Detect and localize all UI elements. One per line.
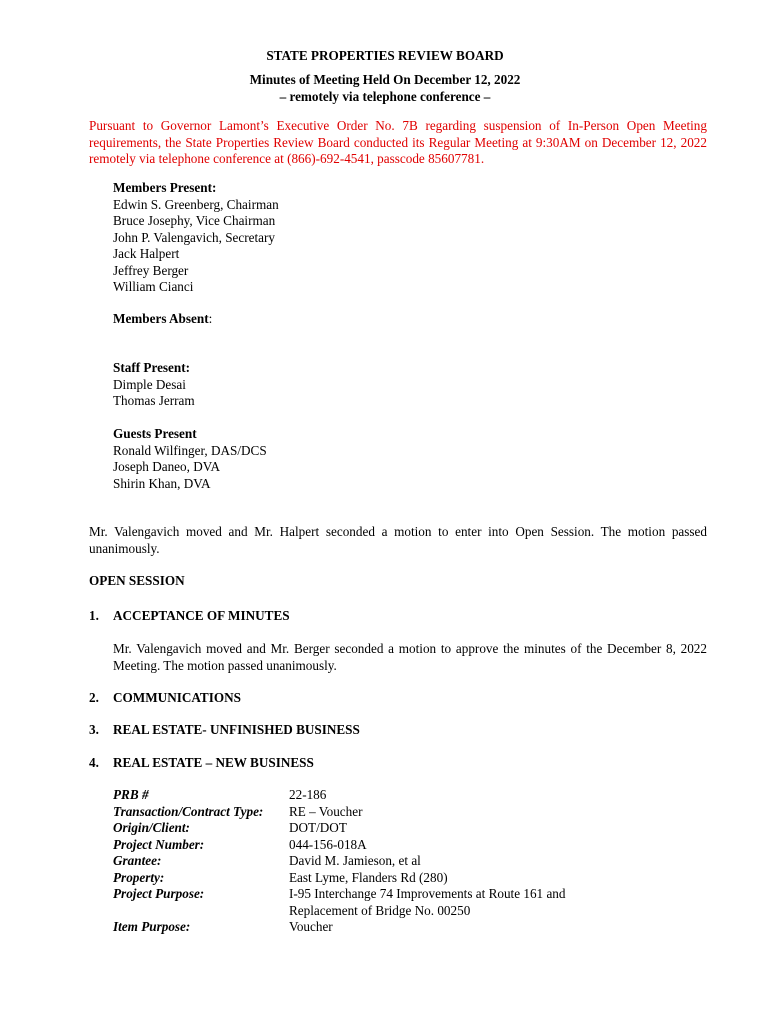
detail-row [113,886,707,919]
detail-row [113,853,707,870]
detail-row [113,804,707,821]
guest-name: Ronald Wilfinger, DAS/DCS [113,442,267,458]
section-number: 2. [89,690,99,705]
member-name: Jack Halpert [113,246,180,261]
detail-value: 22-186 [289,787,327,802]
members-absent-block [113,311,673,328]
detail-label: Origin/Client: [113,820,190,835]
guest-name: Joseph Daneo, DVA [113,459,221,474]
members-present-block [113,180,673,296]
staff-present-block [113,360,673,410]
detail-row [113,837,707,854]
staff-present-heading: Staff Present: [113,360,191,375]
members-present-heading: Members Present: [113,180,217,195]
detail-value: East Lyme, Flanders Rd (280) [289,869,448,885]
detail-label: Item Purpose: [113,919,191,934]
section-number: 4. [89,755,99,770]
detail-row [113,919,707,936]
detail-label: Property: [113,869,165,885]
staff-name: Thomas Jerram [113,393,195,408]
section-number: 3. [89,722,99,737]
section-title: REAL ESTATE – NEW BUSINESS [113,755,314,770]
staff-name: Dimple Desai [113,376,186,392]
member-name: John P. Valengavich, Secretary [113,229,275,245]
detail-value: 044-156-018A [289,836,367,852]
detail-label: Transaction/Contract Type: [113,803,264,819]
guest-name: Shirin Khan, DVA [113,475,211,491]
detail-row [113,820,707,837]
open-session-heading: OPEN SESSION [89,573,185,588]
guests-present-heading: Guests Present [113,426,197,441]
open-session-motion: Mr. Valengavich moved and Mr. Halpert seconded a motion to enter into Open Session. The motion passed unanimously. [89,524,707,556]
detail-label: PRB # [113,787,149,802]
detail-row [113,787,707,804]
members-absent-colon: : [208,311,213,326]
detail-label: Project Purpose: [113,886,205,901]
section-heading-communications [89,690,241,707]
member-name: Jeffrey Berger [113,262,189,278]
executive-order-notice: Pursuant to Governor Lamont’s Executive Order No. 7B regarding suspension of In-Person Open Meeting requirements, the State Properties Review Board conducted its Regular Meeting at 9:30AM on December 12, 2022 remotely via telephone conference at (866)-692-4541, passcode 85607781. [89,118,707,166]
detail-value: David M. Jamieson, et al [289,853,421,868]
detail-value: I-95 Interchange 74 Improvements at Route 161 and Replacement of Bridge No. 00250 [289,886,566,918]
section-number: 1. [89,608,99,623]
detail-label: Grantee: [113,853,162,868]
minutes-motion: Mr. Valengavich moved and Mr. Berger seconded a motion to approve the minutes of the December 8, 2022 Meeting. The motion passed unanimously. [113,641,707,673]
detail-value: Voucher [289,919,333,934]
transaction-details [113,787,707,936]
section-heading-unfinished-business [89,722,360,739]
section-title: COMMUNICATIONS [113,690,241,705]
section-title: ACCEPTANCE OF MINUTES [113,608,290,623]
guests-present-block [113,426,673,492]
section-heading-new-business [89,755,314,772]
member-name: William Cianci [113,279,194,294]
meeting-mode-heading: – remotely via telephone conference – [279,89,491,104]
section-title: REAL ESTATE- UNFINISHED BUSINESS [113,722,360,737]
document-title: STATE PROPERTIES REVIEW BOARD [266,48,504,63]
section-heading-minutes [89,608,290,625]
meeting-date-heading: Minutes of Meeting Held On December 12, 2022 [249,72,521,87]
members-absent-heading: Members Absent [113,311,209,326]
detail-value: RE – Voucher [289,803,363,819]
detail-value: DOT/DOT [289,820,347,835]
member-name: Bruce Josephy, Vice Chairman [113,213,276,228]
member-name: Edwin S. Greenberg, Chairman [113,196,279,212]
detail-label: Project Number: [113,836,205,852]
detail-row [113,870,707,887]
